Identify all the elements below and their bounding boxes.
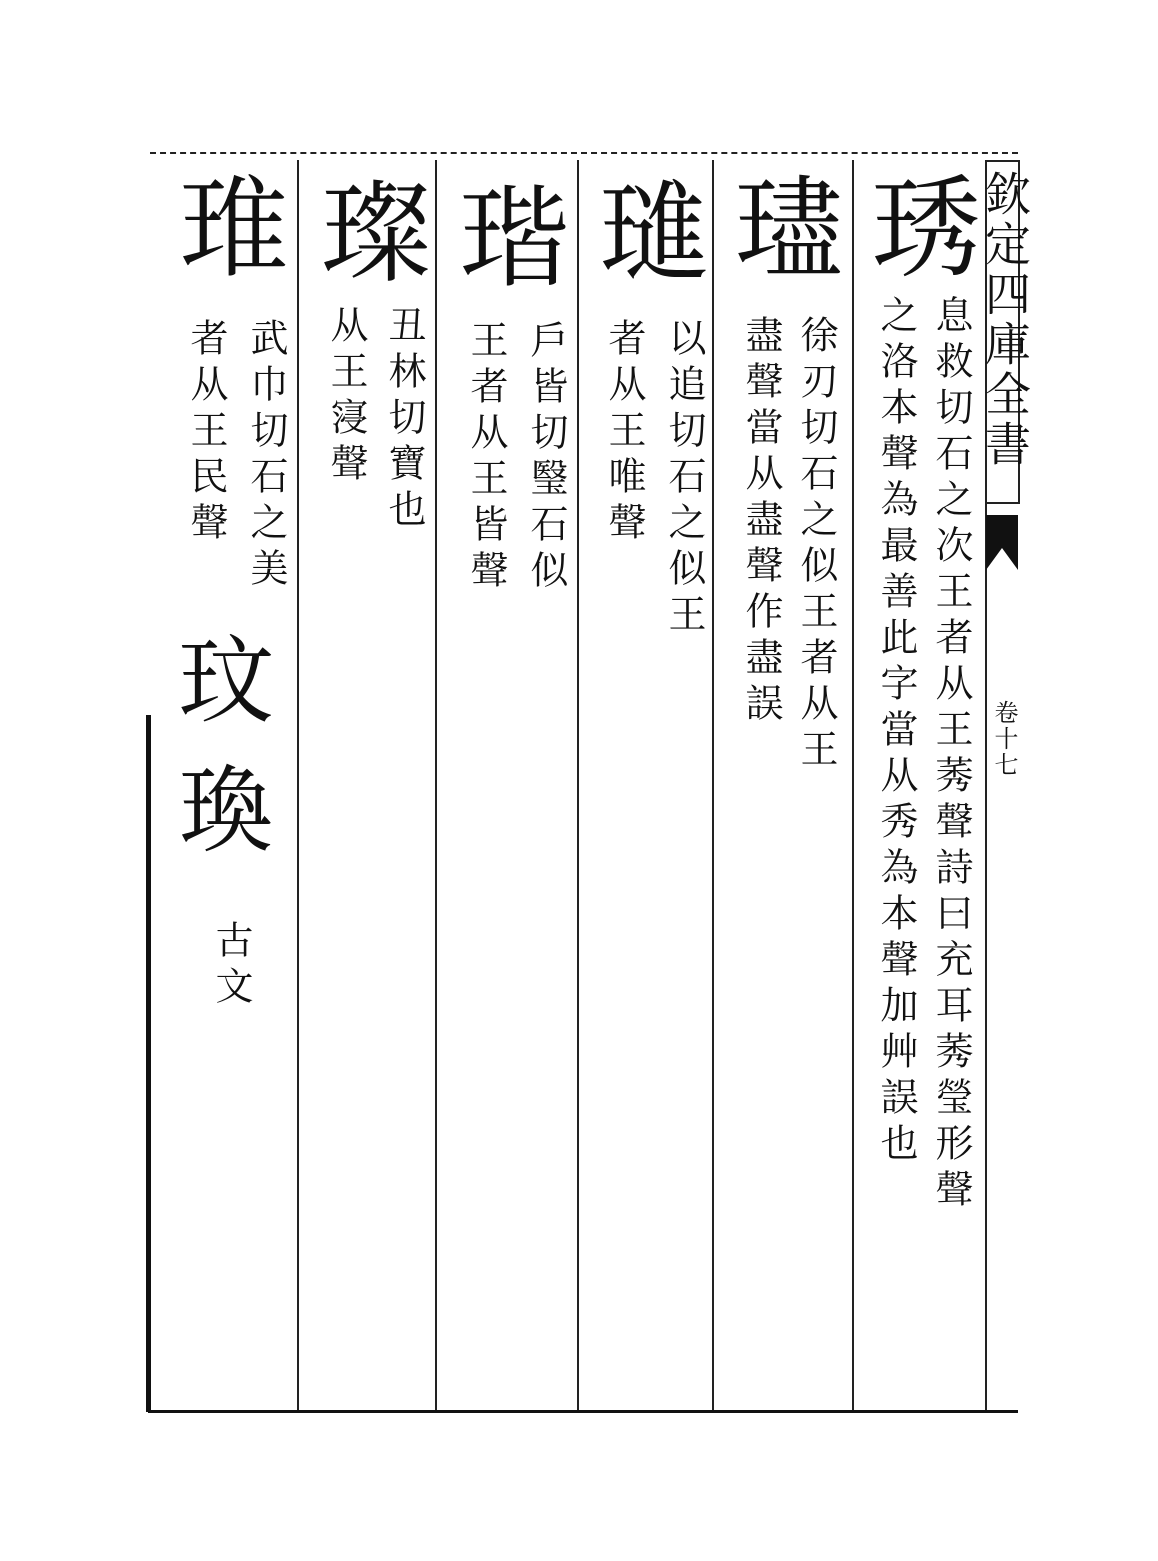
entry-note: 之洛本聲為最善此字當从秀為本聲加艸誤也 [874, 295, 918, 1169]
entry-note: 盡聲當从盡聲作盡誤 [739, 315, 783, 729]
entry-note: 徐刃切石之似王者从王 [794, 315, 838, 775]
book-title: 欽定四庫全書 [978, 170, 1032, 470]
entry-note: 戶皆切瑿石似 [524, 320, 568, 596]
entry-note: 武巾切石之美 [244, 318, 288, 594]
seal-character-ancient: 玟 [163, 630, 273, 725]
seal-character-variant: 瑍 [163, 760, 273, 855]
volume-number: 卷十七 [990, 700, 1018, 778]
frame-top-rule [150, 152, 1018, 154]
entry-note: 者从王民聲 [184, 318, 228, 548]
entry-note: 王者从王皆聲 [464, 320, 508, 596]
seal-character: 璨 [303, 175, 431, 285]
entry-note: 丑林切寶也 [382, 305, 426, 535]
column-rule [297, 160, 299, 1410]
ancient-form-label: 古文 [209, 920, 253, 1012]
seal-character: 琇 [853, 170, 981, 280]
seal-character: 璡 [581, 175, 709, 285]
column-rule [712, 160, 714, 1410]
seal-character: 琟 [161, 170, 289, 280]
fishtail-mark [986, 515, 1018, 570]
column-rule [577, 160, 579, 1410]
column-rule [852, 160, 854, 1410]
seal-character: 璶 [716, 170, 844, 280]
entry-note: 者从王唯聲 [602, 318, 646, 548]
frame-left-rule [146, 715, 151, 1412]
frame-bottom-rule [148, 1410, 1018, 1413]
entry-note: 从王寖聲 [324, 305, 368, 489]
entry-note: 息救切石之次王者从王莠聲詩曰充耳莠瑩形聲 [929, 295, 973, 1215]
entry-note: 以追切石之似王 [662, 318, 706, 640]
column-rule [435, 160, 437, 1410]
seal-character: 瑎 [441, 180, 569, 290]
